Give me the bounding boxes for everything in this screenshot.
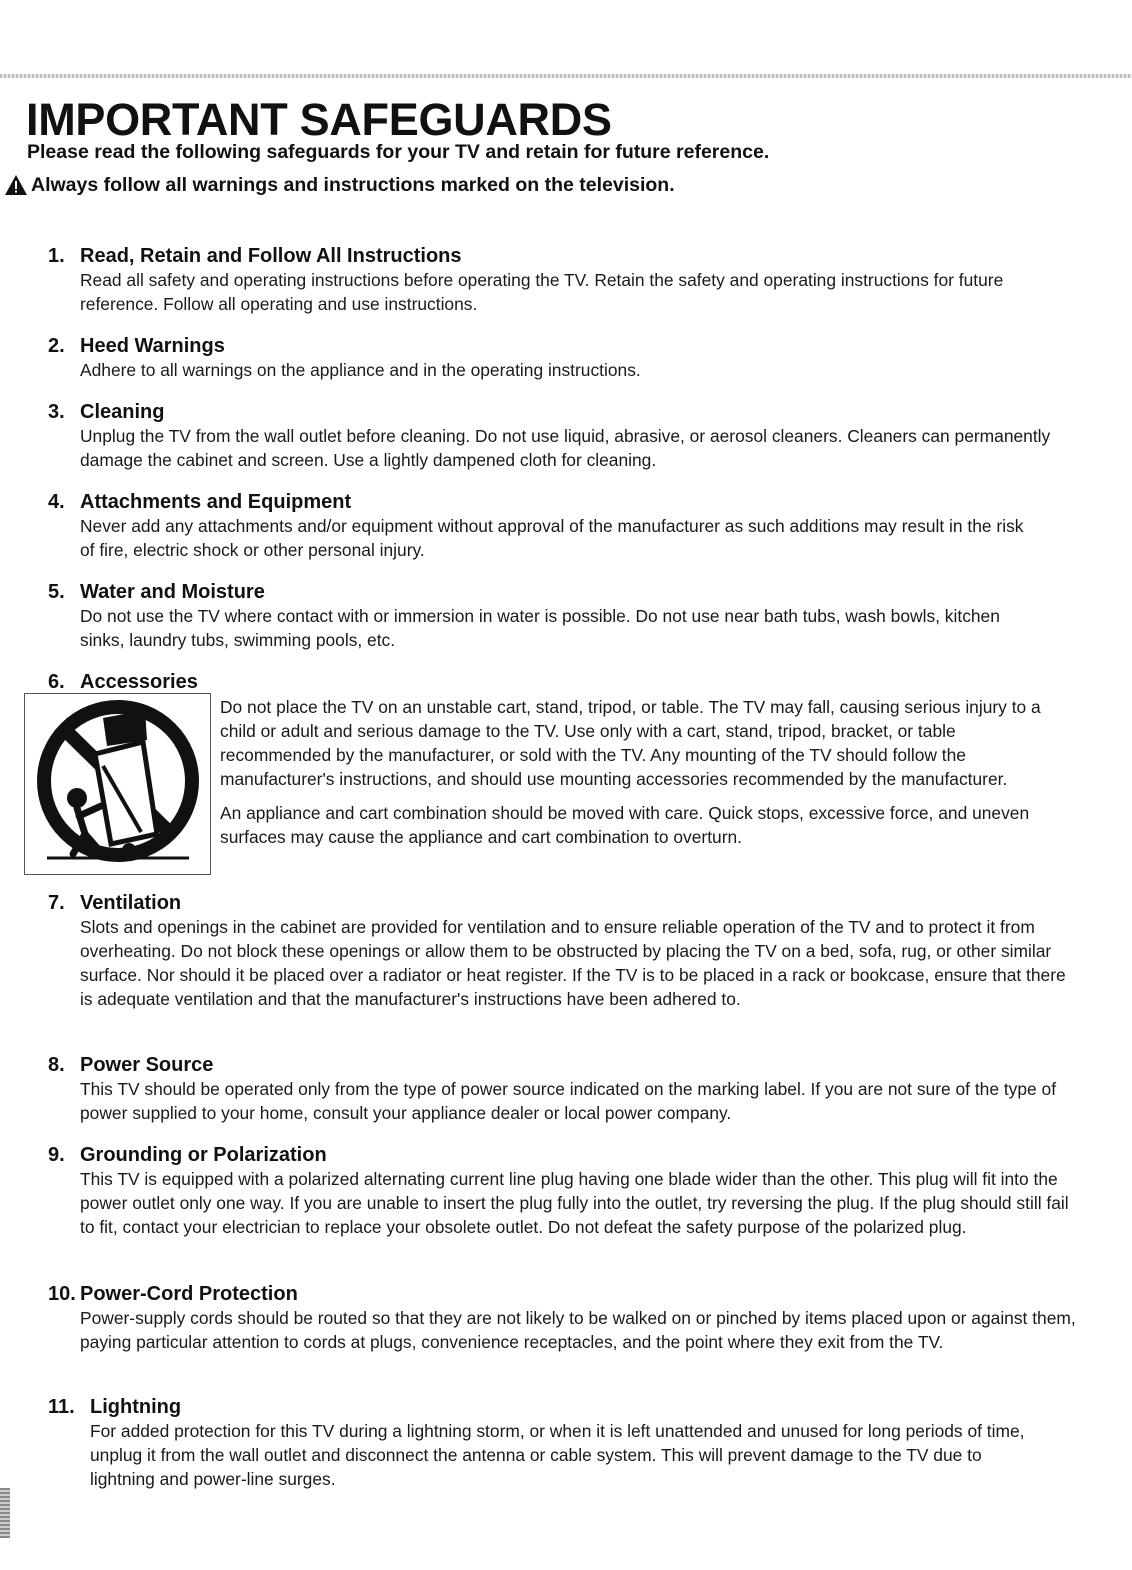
item-heading bbox=[48, 244, 1088, 268]
item-text: Never add any attachments and/or equipment without approval of the manufacturer as such additions may result in the risk of fire, electric shock or other personal injury. bbox=[80, 516, 1024, 560]
item-heading bbox=[48, 490, 1088, 514]
safeguard-item-1 bbox=[48, 244, 1088, 316]
item-number: 2. bbox=[48, 335, 65, 357]
item-title: Ventilation bbox=[80, 892, 182, 914]
item-text: For added protection for this TV during a lightning storm, or when it is left unattended and unused for long periods of time, unplug it from the wall outlet and disconnect the antenna or cable system. This will prevent damage to the TV due to lightning and power-line surges. bbox=[90, 1421, 1025, 1489]
safeguard-item-7 bbox=[48, 891, 1088, 1011]
safeguard-item-6 bbox=[48, 670, 1088, 694]
item-text: Do not place the TV on an unstable cart, stand, tripod, or table. The TV may fall, causing serious injury to a child or adult and serious damage to the TV. Use only with a cart, stand, tripod, bracket, or table recommended by the manufacturer, or sold with the TV. Any mounting of the TV should follow the manufacturer's instructions, and should use mounting accessories recommended by the manufacturer. bbox=[220, 697, 1041, 789]
item-text: This TV is equipped with a polarized alternating current line plug having one blade wider than the other. This plug will fit into the power outlet only one way. If you are unable to insert the plug fully into the outlet, try reversing the plug. If the plug should still fail to fit, contact your electrician to replace your obsolete outlet. Do not defeat the safety purpose of the polarized plug. bbox=[80, 1169, 1069, 1237]
safeguard-item-11 bbox=[48, 1395, 1088, 1491]
cart-tip-over-icon bbox=[25, 694, 210, 874]
top-divider bbox=[0, 74, 1132, 78]
item-text: Power-supply cords should be routed so that they are not likely to be walked on or pinched by items placed upon or against them, paying particular attention to cords at plugs, convenience receptacles, and the point where they exit from the TV. bbox=[80, 1308, 1076, 1352]
item-number: 8. bbox=[48, 1054, 65, 1076]
item-title: Attachments and Equipment bbox=[80, 491, 352, 513]
item-number: 5. bbox=[48, 581, 65, 603]
safeguard-item-5 bbox=[48, 580, 1088, 652]
warning-icon bbox=[4, 174, 28, 196]
safeguard-item-4 bbox=[48, 490, 1088, 562]
item-text: Read all safety and operating instructions before operating the TV. Retain the safety and operating instructions for future reference. Follow all operating and use instructions. bbox=[80, 270, 1004, 314]
subtitle-retain: Please read the following safeguards for your TV and retain for future reference. bbox=[27, 141, 770, 163]
item-number: 4. bbox=[48, 491, 65, 513]
item-text: Unplug the TV from the wall outlet before cleaning. Do not use liquid, abrasive, or aerosol cleaners. Cleaners can permanently damage the cabinet and screen. Use a lightly dampened cloth for cleaning. bbox=[80, 426, 1051, 470]
item-title: Lightning bbox=[90, 1396, 182, 1418]
item-heading bbox=[48, 1053, 1088, 1077]
safeguard-item-3 bbox=[48, 400, 1088, 472]
item-text-2: An appliance and cart combination should be moved with care. Quick stops, excessive force, and uneven surfaces may cause the appliance and cart combination to overturn. bbox=[220, 803, 1030, 847]
item-title: Power Source bbox=[80, 1054, 214, 1076]
page-title: IMPORTANT SAFEGUARDS bbox=[26, 94, 612, 145]
item-number: 1. bbox=[48, 245, 65, 267]
item-text: Adhere to all warnings on the appliance and in the operating instructions. bbox=[80, 360, 641, 380]
safeguard-item-8 bbox=[48, 1053, 1088, 1125]
item-heading bbox=[48, 891, 1088, 915]
item-text: This TV should be operated only from the type of power source indicated on the marking label. If you are not sure of the type of power supplied to your home, consult your appliance dealer or local power company. bbox=[80, 1079, 1057, 1123]
item-title: Read, Retain and Follow All Instructions bbox=[80, 245, 462, 267]
item-number: 6. bbox=[48, 671, 65, 693]
item-title: Water and Moisture bbox=[80, 581, 265, 603]
item-heading bbox=[48, 1143, 1088, 1167]
item-heading bbox=[48, 670, 1088, 694]
subtitle-warnings: Always follow all warnings and instructions marked on the television. bbox=[31, 174, 675, 196]
item-number: 9. bbox=[48, 1144, 65, 1166]
item-title: Grounding or Polarization bbox=[80, 1144, 327, 1166]
item-title: Accessories bbox=[80, 671, 198, 693]
item-heading bbox=[48, 580, 1088, 604]
item-title: Power-Cord Protection bbox=[80, 1283, 298, 1305]
accessories-text bbox=[220, 695, 1070, 849]
item-title: Cleaning bbox=[80, 401, 165, 423]
item-number: 7. bbox=[48, 892, 65, 914]
item-number: 10. bbox=[48, 1283, 76, 1305]
item-number: 11. bbox=[48, 1396, 75, 1418]
item-number: 3. bbox=[48, 401, 65, 423]
safeguard-item-10 bbox=[48, 1282, 1088, 1354]
item-heading bbox=[48, 334, 1088, 358]
item-heading bbox=[48, 1395, 1088, 1419]
item-heading bbox=[48, 400, 1088, 424]
item-heading bbox=[48, 1282, 1088, 1306]
cart-tip-warning-image bbox=[24, 693, 211, 875]
safeguard-item-9 bbox=[48, 1143, 1088, 1239]
item-text: Do not use the TV where contact with or immersion in water is possible. Do not use near bath tubs, wash bowls, kitchen sinks, laundry tubs, swimming pools, etc. bbox=[80, 606, 1000, 650]
safeguard-item-2 bbox=[48, 334, 1088, 382]
item-text: Slots and openings in the cabinet are provided for ventilation and to ensure reliable operation of the TV and to protect it from overheating. Do not block these openings or allow them to be obstructed by placing the TV on a bed, sofa, rug, or other similar surface. Nor should it be placed over a radiator or heat register. If the TV is to be placed in a rack or bookcase, ensure that there is adequate ventilation and that the manufacturer's instructions have been adhered to. bbox=[80, 917, 1066, 1009]
item-title: Heed Warnings bbox=[80, 335, 225, 357]
page-edge-mark bbox=[0, 1488, 10, 1538]
